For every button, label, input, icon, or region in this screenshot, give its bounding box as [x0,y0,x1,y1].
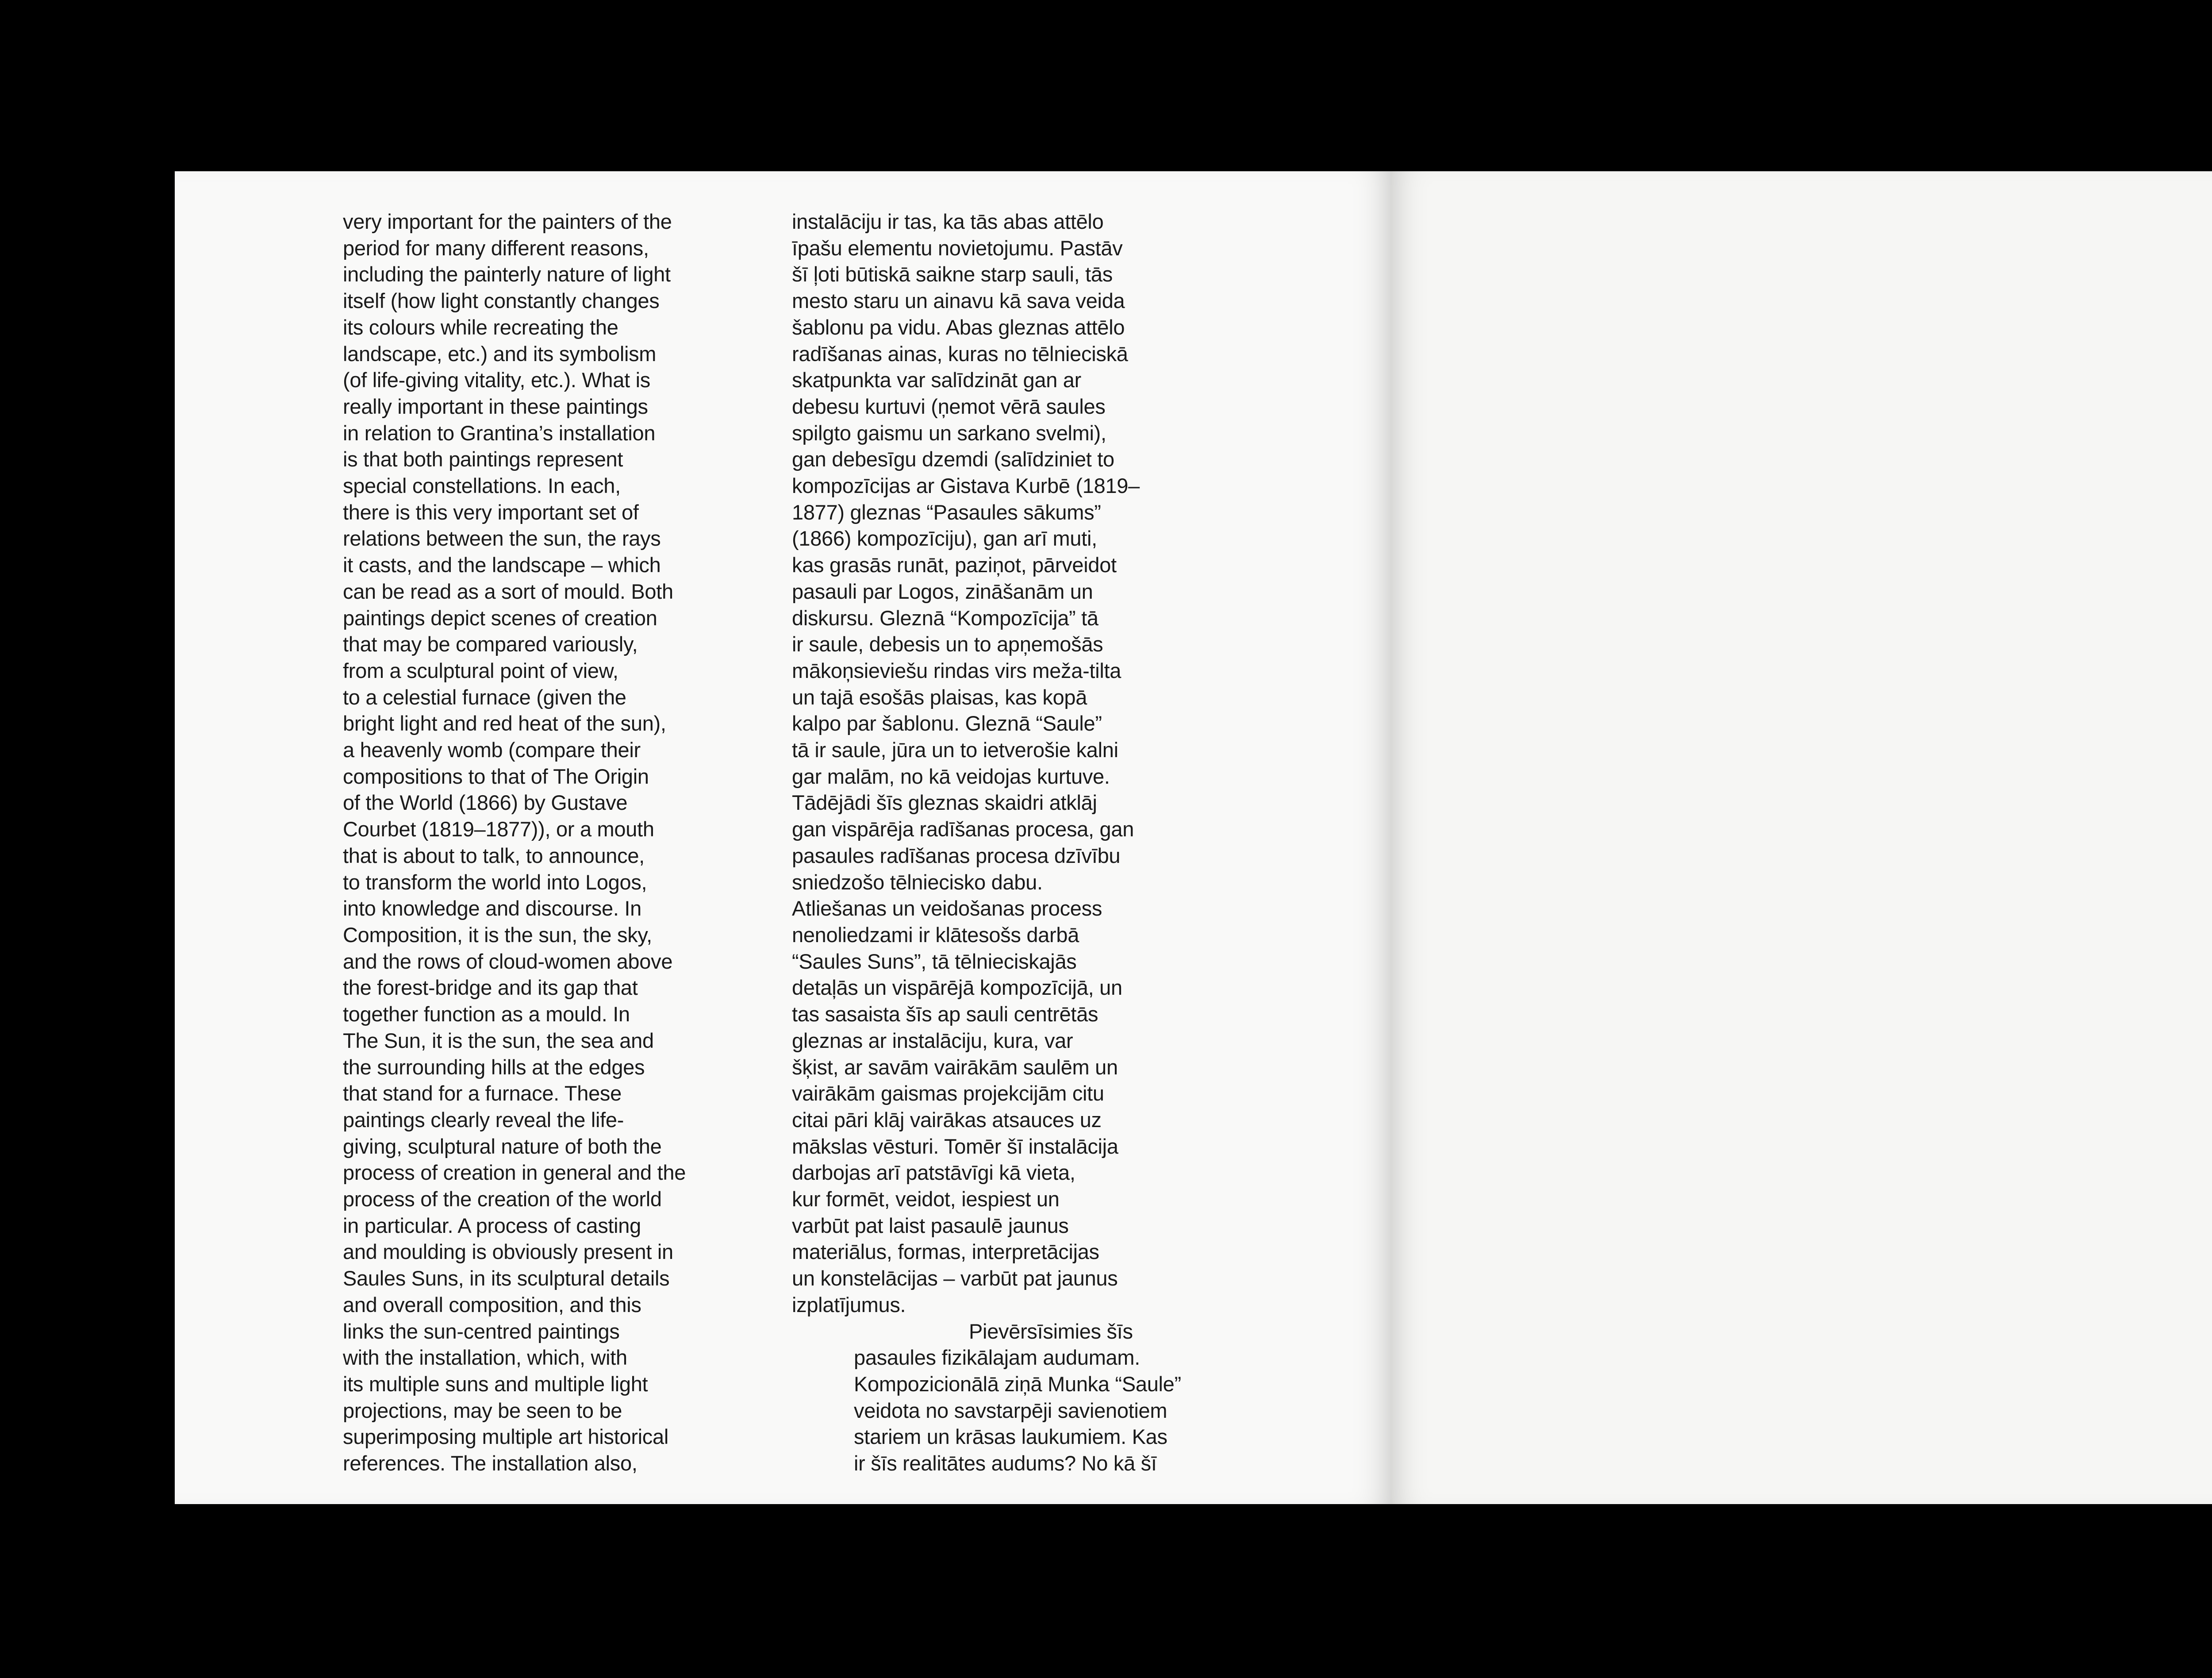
text-line: that may be compared variously, [343,632,638,656]
text-line: is that both paintings represent [343,447,623,471]
text-line: 1877) gleznas “Pasaules sākums” [792,500,1101,524]
text-line: Tādējādi šīs gleznas skaidri atklāj [792,791,1097,815]
text-line: together function as a mould. In [343,1002,630,1026]
text-line: instalāciju ir tas, ka tās abas attēlo [792,210,1104,233]
text-line: references. The installation also, [343,1451,637,1475]
text-line: from a sculptural point of view, [343,658,618,682]
text-line: kas grasās runāt, paziņot, pārveidot [792,553,1117,577]
text-line: Atliešanas un veidošanas process [792,897,1102,920]
text-line: Pievērsīsimies šīs [969,1319,1133,1343]
text-line: detaļās un vispārējā kompozīcijā, un [792,976,1122,1000]
text-line: in particular. A process of casting [343,1213,641,1237]
text-line: and overall composition, and this [343,1293,641,1316]
text-line: into knowledge and discourse. In [343,897,641,920]
text-line: izplatījumus. [792,1293,906,1316]
text-line: šī ļoti būtiskā saikne starp sauli, tās [792,262,1113,286]
text-line: the forest-bridge and its gap that [343,976,638,1000]
text-line: īpašu elementu novietojumu. Pastāv [792,236,1123,260]
text-line: process of creation in general and the [343,1161,686,1185]
text-line: un konstelācijas – varbūt pat jaunus [792,1266,1118,1290]
left-page [175,171,1390,1504]
text-line: mākoņsieviešu rindas virs meža-tilta [792,658,1121,682]
text-line: paintings clearly reveal the life- [343,1108,624,1131]
text-line: can be read as a sort of mould. Both [343,579,673,603]
text-line: it casts, and the landscape – which [343,553,661,577]
text-line: šķist, ar savām vairākām saulēm un [792,1055,1118,1079]
text-line: relations between the sun, the rays [343,527,661,550]
text-line: varbūt pat laist pasaulē jaunus [792,1213,1069,1237]
text-line: of the World (1866) by Gustave [343,791,628,815]
column-english-left [343,208,686,1477]
text-line: kompozīcijas ar Gistava Kurbē (1819– [792,474,1140,498]
text-line: Composition, it is the sun, the sky, [343,923,652,947]
text-line: its colours while recreating the [343,315,618,339]
text-line: tas sasaista šīs ap sauli centrētās [792,1002,1098,1026]
text-line: ir šīs realitātes audums? No kā šī [854,1451,1157,1475]
column-latvian-left [792,208,1181,1477]
text-line: landscape, etc.) and its symbolism [343,342,657,366]
text-line: veidota no savstarpēji savienotiem [854,1398,1167,1422]
text-line: vairākām gaismas projekcijām citu [792,1081,1104,1105]
text-line: The Sun, it is the sun, the sea and [343,1028,654,1052]
text-line: Saules Suns, in its sculptural details [343,1266,670,1290]
text-line: in relation to Grantina’s installation [343,421,656,445]
text-line: gleznas ar instalāciju, kura, var [792,1028,1073,1052]
text-line: very important for the painters of the [343,210,672,233]
text-line: paintings depict scenes of creation [343,606,657,630]
text-line: giving, sculptural nature of both the [343,1134,662,1158]
text-line: ir saule, debesis un to apņemošās [792,632,1103,656]
right-page [1390,171,2212,1504]
text-line: mākslas vēsturi. Tomēr šī instalācija [792,1134,1118,1158]
text-line: mesto staru un ainavu kā sava veida [792,289,1125,313]
text-line: radīšanas ainas, kuras no tēlnieciskā [792,342,1128,366]
text-line: kalpo par šablonu. Gleznā “Saule” [792,712,1102,735]
text-line: pasaules radīšanas procesa dzīvību [792,843,1121,867]
text-line: with the installation, which, with [343,1346,627,1370]
text-line: materiālus, formas, interpretācijas [792,1240,1099,1264]
text-line: skatpunkta var salīdzināt gan ar [792,368,1081,392]
text-line: projections, may be seen to be [343,1398,622,1422]
text-line: that is about to talk, to announce, [343,843,645,867]
text-line: compositions to that of The Origin [343,764,649,788]
text-line: pasauli par Logos, zināšanām un [792,579,1093,603]
text-line: spilgto gaismu un sarkano svelmi), [792,421,1106,445]
text-line: šablonu pa vidu. Abas gleznas attēlo [792,315,1125,339]
text-line: gar malām, no kā veidojas kurtuve. [792,764,1110,788]
text-line: (of life-giving vitality, etc.). What is [343,368,650,392]
text-line: diskursu. Gleznā “Kompozīcija” tā [792,606,1098,630]
text-line: gan vispārēja radīšanas procesa, gan [792,817,1134,841]
text-line: a heavenly womb (compare their [343,738,641,762]
text-line: that stand for a furnace. These [343,1081,622,1105]
text-line: really important in these paintings [343,394,648,418]
text-line: tā ir saule, jūra un to ietverošie kalni [792,738,1118,762]
text-line: its multiple suns and multiple light [343,1372,648,1396]
text-line: superimposing multiple art historical [343,1425,668,1449]
text-line: and the rows of cloud-women above [343,949,673,973]
text-line: including the painterly nature of light [343,262,671,286]
text-line: citai pāri klāj vairākas atsauces uz [792,1108,1102,1131]
text-line: gan debesīgu dzemdi (salīdziniet to [792,447,1114,471]
text-line: stariem un krāsas laukumiem. Kas [854,1425,1167,1449]
text-line: special constellations. In each, [343,474,621,498]
text-line: darbojas arī patstāvīgi kā vieta, [792,1161,1075,1185]
text-line: Courbet (1819–1877)), or a mouth [343,817,654,841]
text-line: pasaules fizikālajam audumam. [854,1346,1141,1370]
text-line: Kompozicionālā ziņā Munka “Saule” [854,1372,1181,1396]
text-line: period for many different reasons, [343,236,649,260]
text-line: there is this very important set of [343,500,639,524]
text-line: debesu kurtuvi (ņemot vērā saules [792,394,1106,418]
text-line: kur formēt, veidot, iespiest un [792,1187,1060,1211]
text-line: itself (how light constantly changes [343,289,660,313]
text-line: nenoliedzami ir klātesošs darbā [792,923,1079,947]
text-line: and moulding is obviously present in [343,1240,673,1264]
text-line: process of the creation of the world [343,1187,662,1211]
text-line: sniedzošo tēlniecisko dabu. [792,870,1043,894]
text-line: to a celestial furnace (given the [343,685,626,709]
text-line: “Saules Suns”, tā tēlnieciskajās [792,949,1077,973]
text-line: (1866) kompozīciju), gan arī muti, [792,527,1097,550]
open-book-spread [175,171,2212,1504]
text-line: to transform the world into Logos, [343,870,647,894]
text-line: the surrounding hills at the edges [343,1055,645,1079]
text-line: links the sun-centred paintings [343,1319,620,1343]
text-line: bright light and red heat of the sun), [343,712,666,735]
text-line: un tajā esošās plaisas, kas kopā [792,685,1087,709]
